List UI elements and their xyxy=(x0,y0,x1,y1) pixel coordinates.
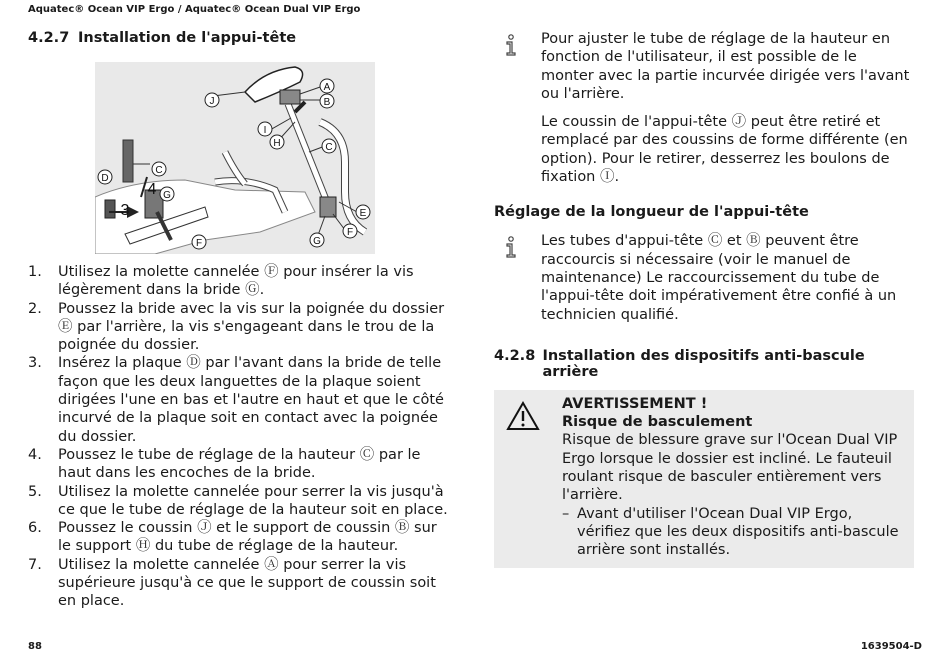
info-note-length xyxy=(494,232,914,333)
list-item: 6. Poussez le coussin Ⓙ et le support de coussin Ⓑ sur le support Ⓗ du tube de réglage de la hauteur. xyxy=(28,520,437,555)
section-title: Installation des dispositifs anti-bascule arrière xyxy=(542,347,865,380)
callout-g-right: G xyxy=(313,236,321,247)
callout-f-left: F xyxy=(195,238,203,249)
callout-f-right: F xyxy=(346,227,354,238)
sub-heading-length: Réglage de la longueur de l'appui-tête xyxy=(494,204,809,221)
info-icon xyxy=(494,30,541,196)
section-heading-4-2-7 xyxy=(28,30,448,46)
list-item: 4. Poussez le tube de réglage de la hauteur Ⓒ par le haut dans les encoches de la bride. xyxy=(28,446,421,482)
warning-subtitle: Risque de basculement xyxy=(562,414,753,431)
section-heading-4-2-8 xyxy=(494,348,914,380)
callout-e: E xyxy=(359,208,367,219)
section-number: 4.2.7 xyxy=(28,30,70,46)
callout-a: A xyxy=(323,82,331,93)
list-item: 3. Insérez la plaque Ⓓ par l'avant dans la bride de telle façon que les deux languettes de la plaque soient dirigées l'une en bas et l'autre en haut et que le côté incurvé de la plaque soit en contact avec la poignée du dossier. xyxy=(28,355,444,445)
page-number: 88 xyxy=(28,641,42,652)
bullet-dash: – xyxy=(562,505,570,522)
list-item: 5. Utilisez la molette cannelée pour serrer la vis jusqu'à ce que le tube de réglage de la hauteur soit en place. xyxy=(28,483,448,518)
info-note-adjustment xyxy=(494,30,914,196)
bullet-text: Avant d'utiliser l'Ocean Dual VIP Ergo, vérifiez que les deux dispositifs anti-bascule arrière sont installés. xyxy=(577,505,899,559)
callout-c-left: C xyxy=(155,165,163,176)
right-column xyxy=(494,30,914,568)
warning-text: Risque de blessure grave sur l'Ocean Dual VIP Ergo lorsque le dossier est incliné. Le fauteuil roulant risque de basculer entièrement vers l'arrière. xyxy=(562,432,898,504)
left-column xyxy=(28,30,448,46)
warning-title: AVERTISSEMENT ! xyxy=(562,395,708,412)
headrest-diagram xyxy=(95,62,375,254)
headrest-installation-figure xyxy=(95,62,375,254)
warning-box xyxy=(494,390,914,568)
document-id: 1639504-D xyxy=(860,641,922,652)
step-4-marker: 4 xyxy=(147,181,157,198)
note-paragraph: Les tubes d'appui-tête Ⓒ et Ⓑ peuvent être raccourcis si nécessaire (voir le manuel de maintenance) Le raccourcissement du tube de l'appui-tête doit impérativement être confié à un technicien qualifié. xyxy=(541,233,897,323)
info-icon xyxy=(494,232,541,333)
step-3-marker: 3 xyxy=(120,202,130,219)
callout-c-right: C xyxy=(325,142,333,153)
list-item: 7. Utilisez la molette cannelée Ⓐ pour serrer la vis supérieure jusqu'à ce que le support de coussin soit en place. xyxy=(28,556,436,610)
warning-icon xyxy=(502,395,562,560)
installation-steps-list xyxy=(28,263,448,611)
callout-g-left: G xyxy=(163,190,171,201)
section-number: 4.2.8 xyxy=(494,347,536,364)
list-item: 1. Utilisez la molette cannelée Ⓕ pour insérer la vis légèrement dans la bride Ⓖ. xyxy=(28,264,414,299)
warning-bullet xyxy=(562,505,902,560)
section-title: Installation de l'appui-tête xyxy=(78,30,297,46)
running-header: Aquatec® Ocean VIP Ergo / Aquatec® Ocean Dual VIP Ergo xyxy=(28,4,361,15)
note-paragraph: Le coussin de l'appui-tête Ⓙ peut être retiré et remplacé par des coussins de forme différente (en option). Pour le retirer, desserrez les boulons de fixation Ⓘ. xyxy=(541,114,908,186)
list-item: 2. Poussez la bride avec la vis sur la poignée du dossier Ⓔ par l'arrière, la vis s'engageant dans le trou de la poignée du dossier. xyxy=(28,300,445,354)
note-paragraph: Pour ajuster le tube de réglage de la hauteur en fonction de l'utilisateur, il est possible de le monter avec la partie incurvée dirigée vers l'avant ou l'arrière. xyxy=(541,31,910,102)
callout-d: D xyxy=(101,173,109,184)
callout-b: B xyxy=(323,97,331,108)
callout-j: J xyxy=(209,96,215,107)
callout-i: I xyxy=(263,125,267,136)
callout-h: H xyxy=(273,138,281,149)
